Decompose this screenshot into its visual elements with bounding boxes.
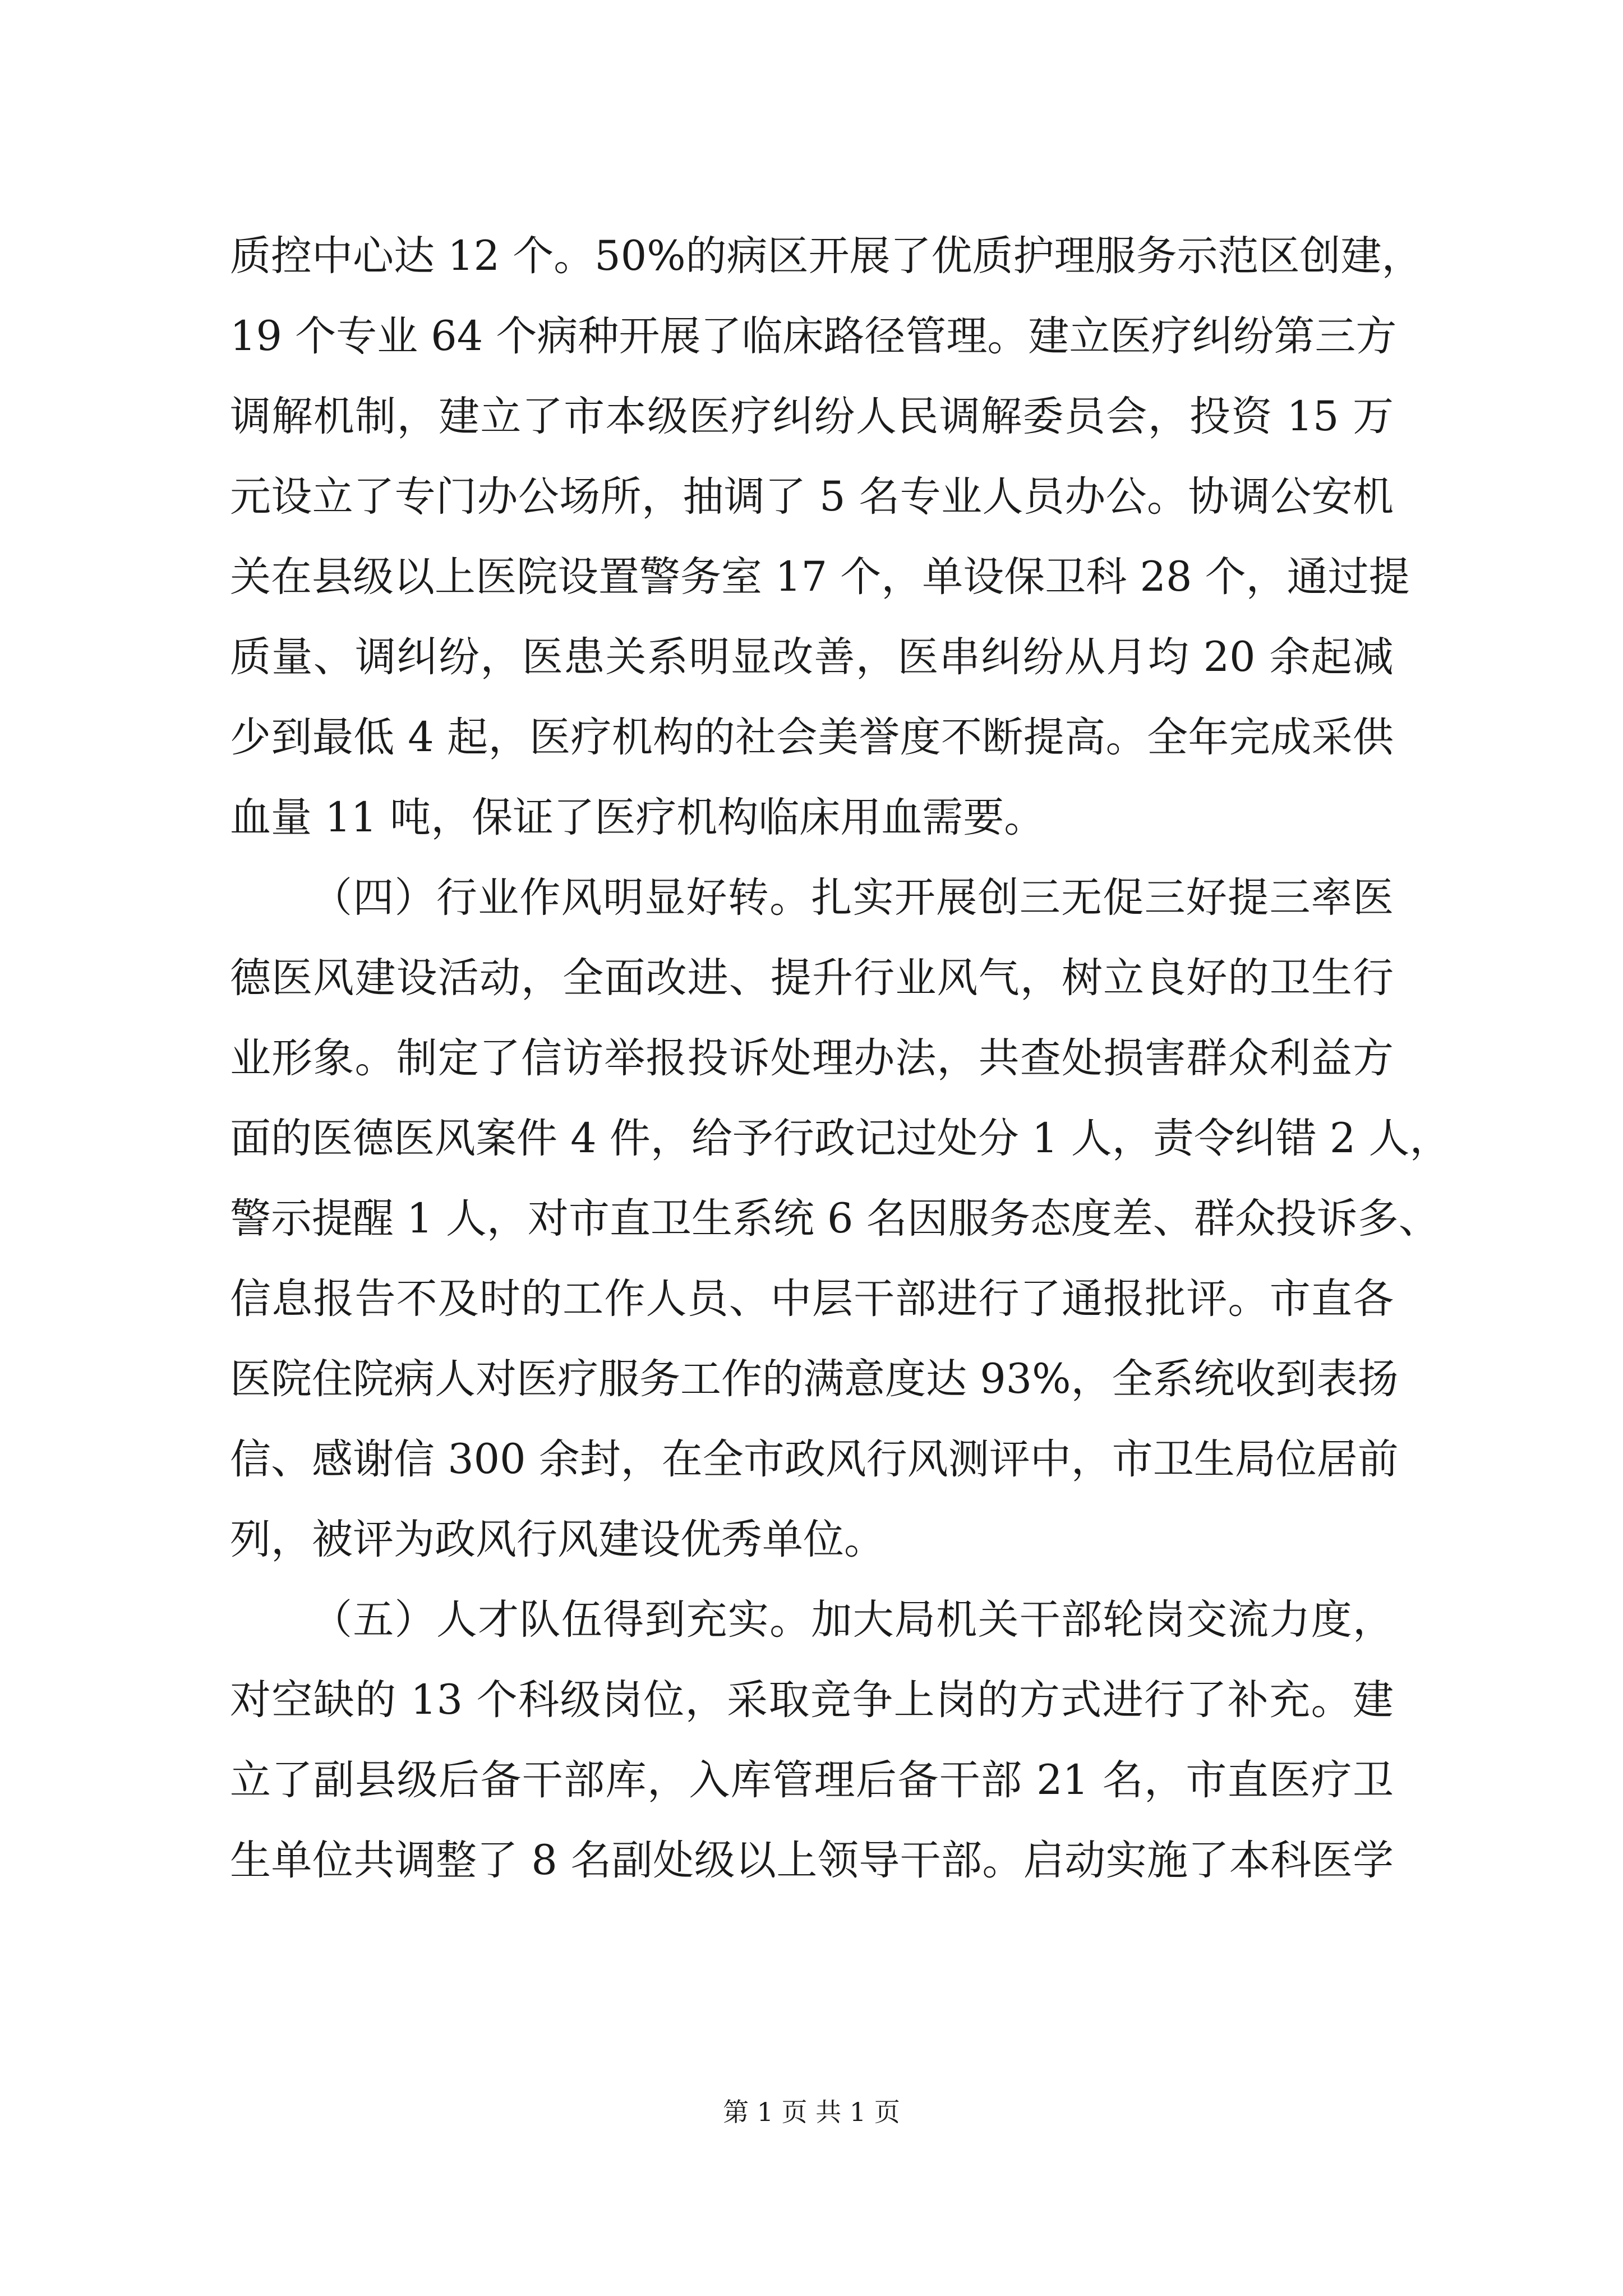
text-line: 调解机制，建立了市本级医疗纠纷人民调解委员会，投资 15 万 bbox=[230, 393, 1394, 440]
document-body bbox=[230, 216, 1451, 1901]
page-footer: 第 1 页 共 1 页 bbox=[723, 2097, 900, 2127]
text-line: 关在县级以上医院设置警务室 17 个，单设保卫科 28 个，通过提 bbox=[230, 553, 1410, 601]
text-line: 对空缺的 13 个科级岗位，采取竞争上岗的方式进行了补充。建 bbox=[230, 1676, 1394, 1724]
text-line: 警示提醒 1 人，对市直卫生系统 6 名因服务态度差、群众投诉多、 bbox=[230, 1195, 1440, 1243]
text-line: 信、感谢信 300 余封，在全市政风行风测评中，市卫生局位居前 bbox=[230, 1435, 1399, 1483]
text-line: 信息报告不及时的工作人员、中层干部进行了通报批评。市直各 bbox=[230, 1275, 1394, 1323]
text-line: 元设立了专门办公场所，抽调了 5 名专业人员办公。协调公安机 bbox=[230, 473, 1394, 521]
text-line: 质量、调纠纷，医患关系明显改善，医串纠纷从月均 20 余起减 bbox=[230, 633, 1394, 681]
text-line: 质控中心达 12 个。50%的病区开展了优质护理服务示范区创建， bbox=[230, 232, 1423, 280]
text-line: 立了副县级后备干部库，入库管理后备干部 21 名，市直医疗卫 bbox=[230, 1756, 1394, 1804]
text-line: 德医风建设活动，全面改进、提升行业风气，树立良好的卫生行 bbox=[230, 954, 1394, 1002]
section-five-heading-line: （五）人才队伍得到充实。加大局机关干部轮岗交流力度， bbox=[311, 1596, 1394, 1644]
text-line: 面的医德医风案件 4 件，给予行政记过处分 1 人，责令纠错 2 人， bbox=[230, 1115, 1451, 1162]
text-line: 业形象。制定了信访举报投诉处理办法，共查处损害群众利益方 bbox=[230, 1034, 1394, 1082]
text-line: 生单位共调整了 8 名副处级以上领导干部。启动实施了本科医学 bbox=[230, 1837, 1394, 1884]
text-line: 医院住院病人对医疗服务工作的满意度达 93%，全系统收到表扬 bbox=[230, 1355, 1399, 1403]
text-line: 少到最低 4 起，医疗机构的社会美誉度不断提高。全年完成采供 bbox=[230, 714, 1394, 761]
text-line: 血量 11 吨，保证了医疗机构临床用血需要。 bbox=[230, 794, 1045, 841]
text-line: 列，被评为政风行风建设优秀单位。 bbox=[230, 1516, 885, 1563]
section-four-heading-line: （四）行业作风明显好转。扎实开展创三无促三好提三率医 bbox=[311, 874, 1394, 922]
text-line: 19 个专业 64 个病种开展了临床路径管理。建立医疗纠纷第三方 bbox=[230, 312, 1397, 360]
